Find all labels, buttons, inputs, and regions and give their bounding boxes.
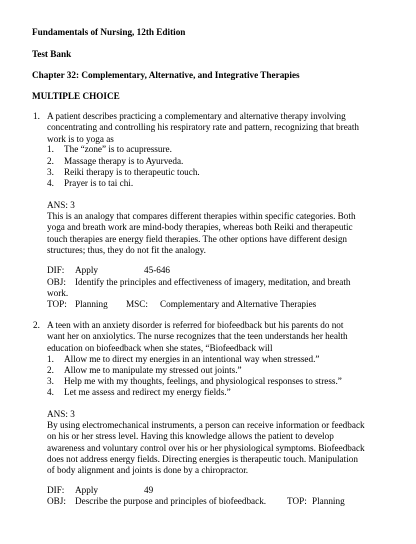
dif-label: DIF: [47, 485, 65, 495]
rationale-line: does not address energy fields. Directing energies is therapeutic touch. Manipulation [47, 453, 358, 464]
page-reference: 45-646 [144, 265, 171, 275]
stem-line: education on biofeedback when she states, “Biofeedback will [47, 342, 273, 353]
question-stem [47, 320, 348, 354]
dif-value: Apply [75, 265, 98, 275]
objective-line: Identify the principles and effectiveness of imagery, meditation, and breath [75, 277, 351, 287]
question-stem [47, 111, 359, 145]
answer-key: ANS: 3 [47, 200, 75, 210]
option-text: Prayer is to tai chi. [64, 178, 134, 188]
option-number: 4. [47, 178, 54, 188]
option-text: Reiki therapy is to therapeutic touch. [64, 167, 200, 177]
rationale-line: of body alignment and joints is done by a chiropractor. [47, 465, 249, 476]
rationale-line: By using electromechanical instruments, a person can receive information or feedback [47, 420, 365, 430]
stem-line: concentrating and controlling his respiratory rate and pattern, recognizing that breath [47, 122, 360, 133]
page-reference: 49 [144, 485, 154, 495]
option-number: 3. [47, 376, 54, 386]
option-text: The “zone” is to acupressure. [64, 144, 172, 154]
obj-label: OBJ: [47, 496, 66, 506]
objective [75, 277, 351, 288]
option-number: 2. [47, 156, 54, 166]
top-label: TOP: [287, 496, 307, 506]
answer-key: ANS: 3 [47, 409, 75, 419]
option-text: Allow me to manipulate my stressed out joints.” [64, 365, 242, 375]
section-heading: MULTIPLE CHOICE [32, 91, 120, 101]
answer-option [47, 387, 407, 399]
book-title: Fundamentals of Nursing, 12th Edition [32, 27, 186, 37]
rationale [47, 420, 365, 476]
option-number: 1. [47, 354, 54, 364]
question-number: 1. [33, 111, 40, 121]
dif-label: DIF: [47, 265, 65, 275]
stem-line: want her on anxiolytics. The nurse recognizes that the teen understands her health [47, 331, 348, 342]
rationale-line: awareness and voluntary control over his or her physiological symptoms. Biofeedback [47, 442, 365, 453]
answer-option [47, 178, 387, 190]
top-value: Planning [75, 299, 108, 309]
stem-line: A patient describes practicing a complementary and alternative therapy involving [47, 111, 346, 121]
rationale [47, 211, 356, 256]
rationale-line: touch therapies are energy field therapies. The other options have different design [47, 233, 348, 244]
stem-line: work is to yoga as [47, 133, 114, 144]
obj-label: OBJ: [47, 277, 66, 287]
objective-line-wrap: work. [47, 288, 69, 298]
option-number: 4. [47, 387, 54, 397]
rationale-line: on his or her stress level. Having this knowledge allows the patient to develop [47, 431, 334, 442]
dif-value: Apply [75, 485, 98, 495]
msc-value: Complementary and Alternative Therapies [160, 299, 317, 309]
option-text: Allow me to direct my energies in an intentional way when stressed.” [64, 354, 320, 364]
rationale-line: This is an analogy that compares different therapies within specific categories. Both [47, 211, 356, 221]
rationale-line: structures; thus, they do not fit the analogy. [47, 244, 206, 255]
option-number: 2. [47, 365, 54, 375]
option-number: 3. [47, 167, 54, 177]
option-text: Massage therapy is to Ayurveda. [64, 156, 184, 166]
option-number: 1. [47, 144, 54, 154]
option-text: Let me assess and redirect my energy fields.” [64, 387, 231, 397]
option-text: Help me with my thoughts, feelings, and physiological responses to stress.” [64, 376, 342, 386]
stem-line: A teen with an anxiety disorder is referred for biofeedback but his parents do not [47, 320, 344, 330]
msc-label: MSC: [126, 299, 148, 309]
answer-option [47, 144, 387, 156]
top-label: TOP: [47, 299, 67, 309]
objective-line: Describe the purpose and principles of biofeedback. [75, 496, 267, 506]
question-number: 2. [33, 320, 40, 330]
rationale-line: yoga and breath work are mind-body therapies, whereas both Reiki and therapeutic [47, 222, 353, 233]
top-value: Planning [312, 496, 345, 506]
document-subtitle: Test Bank [32, 49, 72, 59]
chapter-title: Chapter 32: Complementary, Alternative, and Integrative Therapies [32, 70, 300, 80]
